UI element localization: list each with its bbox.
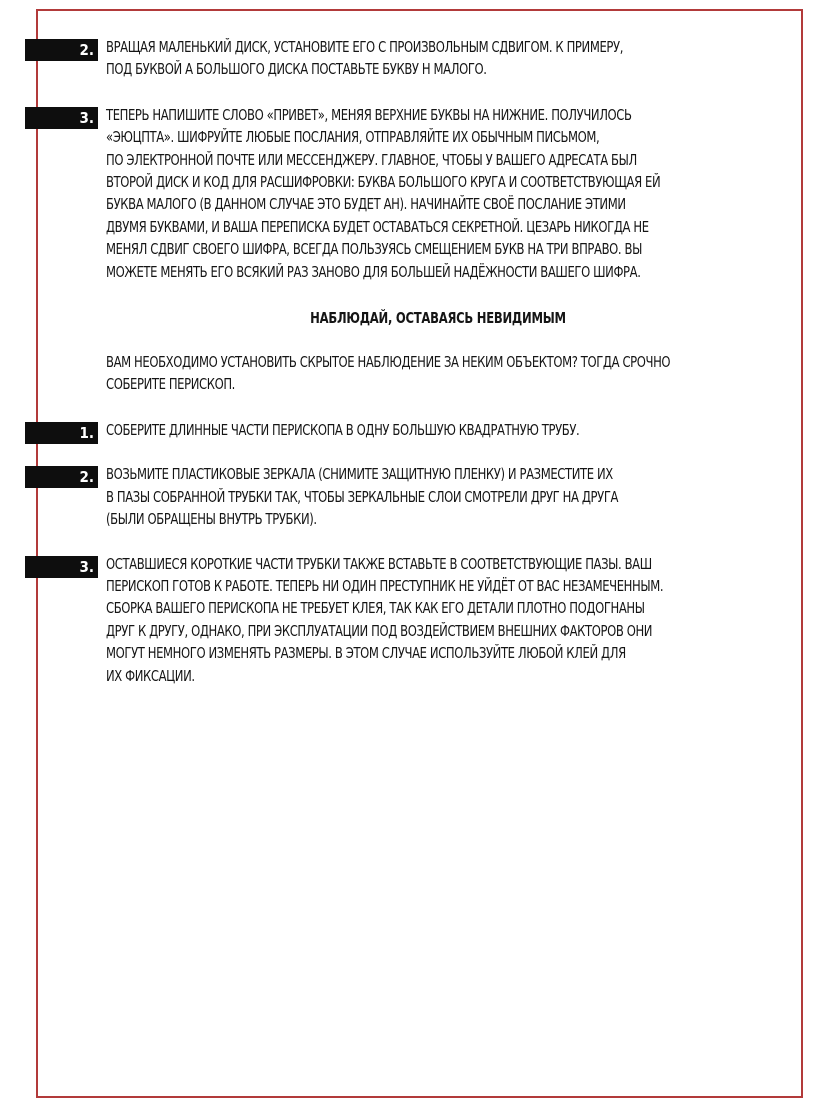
text-line: СБОРКА ВАШЕГО ПЕРИСКОПА НЕ ТРЕБУЕТ КЛЕЯ, ТАК КАК ЕГО ДЕТАЛИ ПЛОТНО ПОДОГНАНЫ [106,599,645,618]
text-line: БУКВА МАЛОГО (В ДАННОМ СЛУЧАЕ ЭТО БУДЕТ АН). НАЧИНАЙТЕ СВОЁ ПОСЛАНИЕ ЭТИМИ [106,195,626,214]
intro-text [106,351,785,396]
text-line: ТЕПЕРЬ НАПИШИТЕ СЛОВО «ПРИВЕТ», МЕНЯЯ ВЕРХНИЕ БУКВЫ НА НИЖНИЕ. ПОЛУЧИЛОСЬ [106,105,632,124]
step-text [106,553,785,687]
text-line: ДВУМЯ БУКВАМИ, И ВАША ПЕРЕПИСКА БУДЕТ ОСТАВАТЬСЯ СЕКРЕТНОЙ. ЦЕЗАРЬ НИКОГДА НЕ [106,217,649,236]
step-text [106,419,785,441]
text-line: СОБЕРИТЕ ДЛИННЫЕ ЧАСТИ ПЕРИСКОПА В ОДНУ БОЛЬШУЮ КВАДРАТНУЮ ТРУБУ. [106,420,580,439]
step-text [106,36,785,81]
text-line: ВТОРОЙ ДИСК И КОД ДЛЯ РАСШИФРОВКИ: БУКВА БОЛЬШОГО КРУГА И СООТВЕТСТВУЮЩАЯ ЕЙ [106,173,661,192]
text-line: ИХ ФИКСАЦИИ. [106,666,195,685]
text-line: МЕНЯЛ СДВИГ СВОЕГО ШИФРА, ВСЕГДА ПОЛЬЗУЯСЬ СМЕЩЕНИЕМ БУКВ НА ТРИ ВПРАВО. ВЫ [106,240,642,259]
step-text [106,104,785,283]
step-text [106,463,785,530]
text-line: (БЫЛИ ОБРАЩЕНЫ ВНУТРЬ ТРУБКИ). [106,510,317,529]
step-number-badge: 3. [25,107,98,129]
text-line: В ПАЗЫ СОБРАННОЙ ТРУБКИ ТАК, ЧТОБЫ ЗЕРКАЛЬНЫЕ СЛОИ СМОТРЕЛИ ДРУГ НА ДРУГА [106,487,619,506]
cipher-step-2 [0,36,828,81]
text-line: «ЭЮЦПТА». ШИФРУЙТЕ ЛЮБЫЕ ПОСЛАНИЯ, ОТПРАВЛЯЙТЕ ИХ ОБЫЧНЫМ ПИСЬМОМ, [106,128,600,147]
periscope-step-1 [0,419,828,441]
periscope-step-3 [0,553,828,687]
text-line: ВАМ НЕОБХОДИМО УСТАНОВИТЬ СКРЫТОЕ НАБЛЮДЕНИЕ ЗА НЕКИМ ОБЪЕКТОМ? ТОГДА СРОЧНО [106,353,671,372]
periscope-intro [0,351,828,396]
step-number-badge: 3. [25,556,98,578]
text-line: МОГУТ НЕМНОГО ИЗМЕНЯТЬ РАЗМЕРЫ. В ЭТОМ СЛУЧАЕ ИСПОЛЬЗУЙТЕ ЛЮБОЙ КЛЕЙ ДЛЯ [106,644,626,663]
step-number-badge: 2. [25,39,98,61]
periscope-step-2 [0,463,828,530]
step-number-badge: 1. [25,422,98,444]
text-line: СОБЕРИТЕ ПЕРИСКОП. [106,375,235,394]
text-line: ПОД БУКВОЙ А БОЛЬШОГО ДИСКА ПОСТАВЬТЕ БУКВУ Н МАЛОГО. [106,60,487,79]
text-line: ПЕРИСКОП ГОТОВ К РАБОТЕ. ТЕПЕРЬ НИ ОДИН ПРЕСТУПНИК НЕ УЙДЁТ ОТ ВАС НЕЗАМЕЧЕННЫМ. [106,576,664,595]
text-line: МОЖЕТЕ МЕНЯТЬ ЕГО ВСЯКИЙ РАЗ ЗАНОВО ДЛЯ БОЛЬШЕЙ НАДЁЖНОСТИ ВАШЕГО ШИФРА. [106,262,641,281]
text-line: ОСТАВШИЕСЯ КОРОТКИЕ ЧАСТИ ТРУБКИ ТАКЖЕ ВСТАВЬТЕ В СООТВЕТСТВУЮЩИЕ ПАЗЫ. ВАШ [106,554,652,573]
text-line: ПО ЭЛЕКТРОННОЙ ПОЧТЕ ИЛИ МЕССЕНДЖЕРУ. ГЛАВНОЕ, ЧТОБЫ У ВАШЕГО АДРЕСАТА БЫЛ [106,150,637,169]
step-number-badge: 2. [25,466,98,488]
text-line: ВРАЩАЯ МАЛЕНЬКИЙ ДИСК, УСТАНОВИТЕ ЕГО С ПРОИЗВОЛЬНЫМ СДВИГОМ. К ПРИМЕРУ, [106,38,623,56]
cipher-step-3 [0,104,828,283]
text-line: ДРУГ К ДРУГУ, ОДНАКО, ПРИ ЭКСПЛУАТАЦИИ ПОД ВОЗДЕЙСТВИЕМ ВНЕШНИХ ФАКТОРОВ ОНИ [106,621,653,640]
text-line: ВОЗЬМИТЕ ПЛАСТИКОВЫЕ ЗЕРКАЛА (СНИМИТЕ ЗАЩИТНУЮ ПЛЕНКУ) И РАЗМЕСТИТЕ ИХ [106,465,613,484]
section-heading: НАБЛЮДАЙ, ОСТАВАЯСЬ НЕВИДИМЫМ [310,309,566,328]
page-content [0,36,828,687]
